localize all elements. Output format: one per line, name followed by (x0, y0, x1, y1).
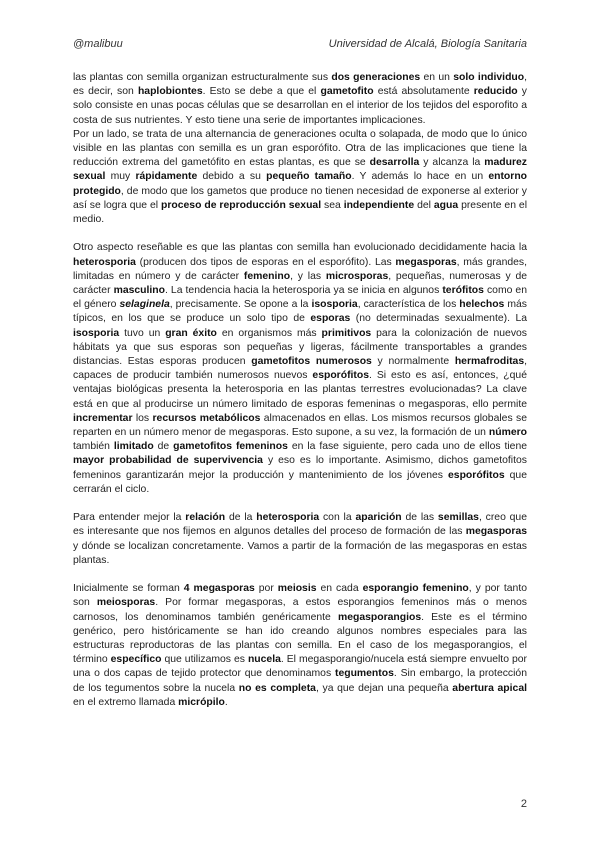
bold-term: independiente (343, 199, 415, 211)
text-run: . (224, 696, 228, 708)
text-run: del (414, 199, 434, 211)
text-run: , de modo que los gametos que produce no tienen necesidad de exponerse al exterior y así se logra que el (73, 185, 527, 211)
bold-term: gametofitos femeninos (173, 441, 288, 453)
bold-term: masculino (113, 285, 165, 297)
text-run: los (132, 412, 153, 424)
bold-term: limitado (113, 441, 154, 453)
bold-term: meiosporas (96, 597, 156, 609)
bold-term: incrementar (73, 412, 133, 424)
bold-term: proceso de reproducción sexual (161, 199, 322, 211)
bold-term: microsporas (325, 270, 389, 282)
bold-term: número (488, 427, 527, 439)
bold-term: semillas (437, 512, 479, 524)
text-run: , capaces de producir también numerosos nuevos (73, 356, 528, 382)
text-run: sea (321, 199, 344, 211)
bold-term: haplobiontes (137, 86, 203, 98)
bold-term: primitivos (321, 327, 372, 339)
bold-term: esporófitos (448, 469, 505, 481)
bold-term: mayor probabilidad de supervivencia (73, 455, 263, 467)
text-run: para la colonización de nuevos hábitats ya que sus esporas son pequeñas y ligeras, fácilmente transportables a grandes distancias. Estas esporas producen (73, 327, 527, 368)
text-run: . Y además lo hace en un (351, 171, 489, 183)
bold-term: abertura apical (452, 682, 527, 694)
bold-term: helechos (459, 299, 505, 311)
bold-term: esporangio femenino (362, 583, 469, 595)
bold-term: esporas (310, 313, 351, 325)
bold-term: heterosporia (73, 256, 136, 268)
text-run: y dónde se localizan concretamente. Vamos a partir de la formación de las megasporas en estas plantas. (73, 540, 527, 566)
text-run: las plantas con semilla organizan estructuralmente sus (73, 72, 332, 83)
text-run: y normalmente (371, 356, 455, 368)
text-run: como en el género (73, 285, 527, 311)
text-run: que cerrarán el ciclo. (73, 469, 527, 495)
text-run: con la (319, 512, 356, 524)
text-run: , creo que es interesante que nos fijemos en algunos detalles del proceso de formación de las (73, 512, 527, 538)
text-run: , ya que dejan una pequeña (315, 682, 453, 694)
text-run: en el extremo llamada (73, 696, 179, 708)
text-run: también (73, 441, 114, 453)
paragraph (73, 511, 527, 568)
bold-term: madurez sexual (73, 157, 527, 183)
bold-term: solo individuo (453, 72, 525, 83)
text-run: , y las (290, 270, 326, 282)
paragraph (73, 71, 527, 128)
text-run: , más grandes, limitadas en número y de carácter (73, 256, 527, 282)
text-run: Por un lado, se trata de una alternancia de generaciones oculta o solapada, de modo que lo único visible en las plantas con semilla es un gran esporófito. Otra de las implicaciones que tiene la reducción extrema del gametófito en estas plantas, es que se (73, 128, 527, 169)
page-number: 2 (520, 798, 527, 810)
bold-term: micrópilo (178, 696, 225, 708)
document-body (73, 71, 527, 724)
text-run: y alcanza la (419, 157, 485, 169)
paragraph (73, 582, 527, 710)
bold-term: terófitos (442, 285, 484, 297)
text-run: muy (105, 171, 136, 183)
text-run: (no determinadas sexualmente). La (350, 313, 528, 325)
bold-term: específico (110, 654, 162, 666)
text-run: que utilizamos es (161, 654, 248, 666)
text-run: Inicialmente se forman (73, 583, 184, 595)
text-run: Otro aspecto reseñable es que las plantas con semilla han evolucionado decididamente hacia la (73, 242, 527, 254)
text-run: de la (225, 512, 257, 524)
bold-term: 4 megasporas (183, 583, 255, 595)
bold-term: desarrolla (369, 157, 420, 169)
header-institution: Universidad de Alcalá, Biología Sanitaria (328, 38, 527, 50)
bold-term: selaginela (119, 299, 170, 311)
bold-term: agua (433, 199, 459, 211)
text-run: de (153, 441, 174, 453)
bold-term: meiosis (277, 583, 317, 595)
text-run: . Este es el término genérico, pero históricamente se han ido creando algunos nombres especiales para las estructuras reproductoras de las plantas con semilla. En el caso de los megasporangios, el término (73, 611, 528, 666)
text-run: almacenados en ellas. Los mismos recursos globales se reparten en un número menor de megasporas. Esto supone, a su vez, la formación de un (73, 412, 527, 439)
bold-term: dos generaciones (331, 72, 421, 83)
text-run: por (254, 583, 278, 595)
page-header (73, 38, 527, 50)
text-run: en cada (316, 583, 363, 595)
text-run: , es decir, son (73, 72, 528, 98)
text-run: de las (401, 512, 438, 524)
bold-term: rápidamente (135, 171, 198, 183)
bold-term: megasporas (465, 526, 527, 538)
paragraph (73, 128, 527, 227)
text-run: en la fase siguiente, pero cada uno de ellos tiene (287, 441, 528, 453)
text-run: . Por formar megasporas, a estos esporangios femeninos más o menos carnosos, los denominamos también genéricamente (73, 597, 528, 623)
text-run: presente en el medio. (73, 199, 528, 226)
bold-term: isosporia (73, 327, 120, 339)
text-run: , y por tanto son (73, 583, 527, 609)
bold-term: aparición (355, 512, 402, 524)
bold-term: gametofito (320, 86, 374, 98)
text-run: debido a su (197, 171, 267, 183)
text-run: y solo consiste en unas pocas células que se desarrollan en el interior de los tejidos del esporofito a costa de sus nutrientes. Y esto tiene una serie de importantes implicaciones. (73, 86, 527, 126)
bold-term: tegumentos (334, 668, 394, 680)
bold-term: no es completa (238, 682, 316, 694)
bold-term: isosporia (311, 299, 358, 311)
text-run: Para entender mejor la (73, 512, 186, 524)
text-run: en organismos más (216, 327, 322, 339)
text-run: . Si esto es así, entonces, ¿qué ventajas biológicas presenta la heterosporia en las plantas terrestres evolucionadas? La clave está en que al producirse un número limitado de esporas femeninas o megasporas, ello permite (73, 370, 527, 410)
text-run: . Sin embargo, la protección de los tegumentos sobre la nucela (73, 668, 527, 694)
text-run: (producen dos tipos de esporas en el esporófito). Las (135, 256, 396, 268)
paragraph (73, 241, 527, 497)
bold-term: heterosporia (256, 512, 320, 524)
bold-term: pequeño tamaño (266, 171, 352, 183)
bold-term: megasporangios (337, 611, 422, 623)
text-run: . El megasporangio/nucela está siempre envuelto por una o dos capas de tejido protector que denominamos (73, 654, 527, 680)
bold-term: megasporas (395, 256, 457, 268)
text-run: , pequeñas, numerosas y de carácter (73, 270, 528, 297)
bold-term: femenino (243, 270, 291, 282)
text-run: y eso es lo importante. Asimismo, dichos gametofitos femeninos garantizarán mejor la producción y mantenimiento de los jóvenes (73, 455, 527, 481)
text-run: más típicos, en los que se produce un solo tipo de (73, 299, 527, 325)
bold-term: gametofitos numerosos (251, 356, 372, 368)
bold-term: recursos metabólicos (152, 412, 261, 424)
bold-term: nucela (247, 654, 281, 666)
bold-term: reducido (473, 86, 518, 98)
bold-term: entorno protegido (73, 171, 528, 197)
text-run: , precisamente. Se opone a la (169, 299, 312, 311)
bold-term: relación (185, 512, 226, 524)
text-run: en un (420, 72, 454, 83)
bold-term: hermafroditas (454, 356, 525, 368)
text-run: tuvo un (119, 327, 166, 339)
bold-term: esporófitos (312, 370, 369, 382)
header-author: @malibuu (73, 38, 123, 50)
text-run: , característica de los (357, 299, 460, 311)
bold-term: gran éxito (165, 327, 217, 339)
text-run: . Esto se debe a que el (202, 86, 321, 98)
text-run: . La tendencia hacia la heterosporia ya se inicia en algunos (164, 285, 443, 297)
text-run: está absolutamente (373, 86, 474, 98)
